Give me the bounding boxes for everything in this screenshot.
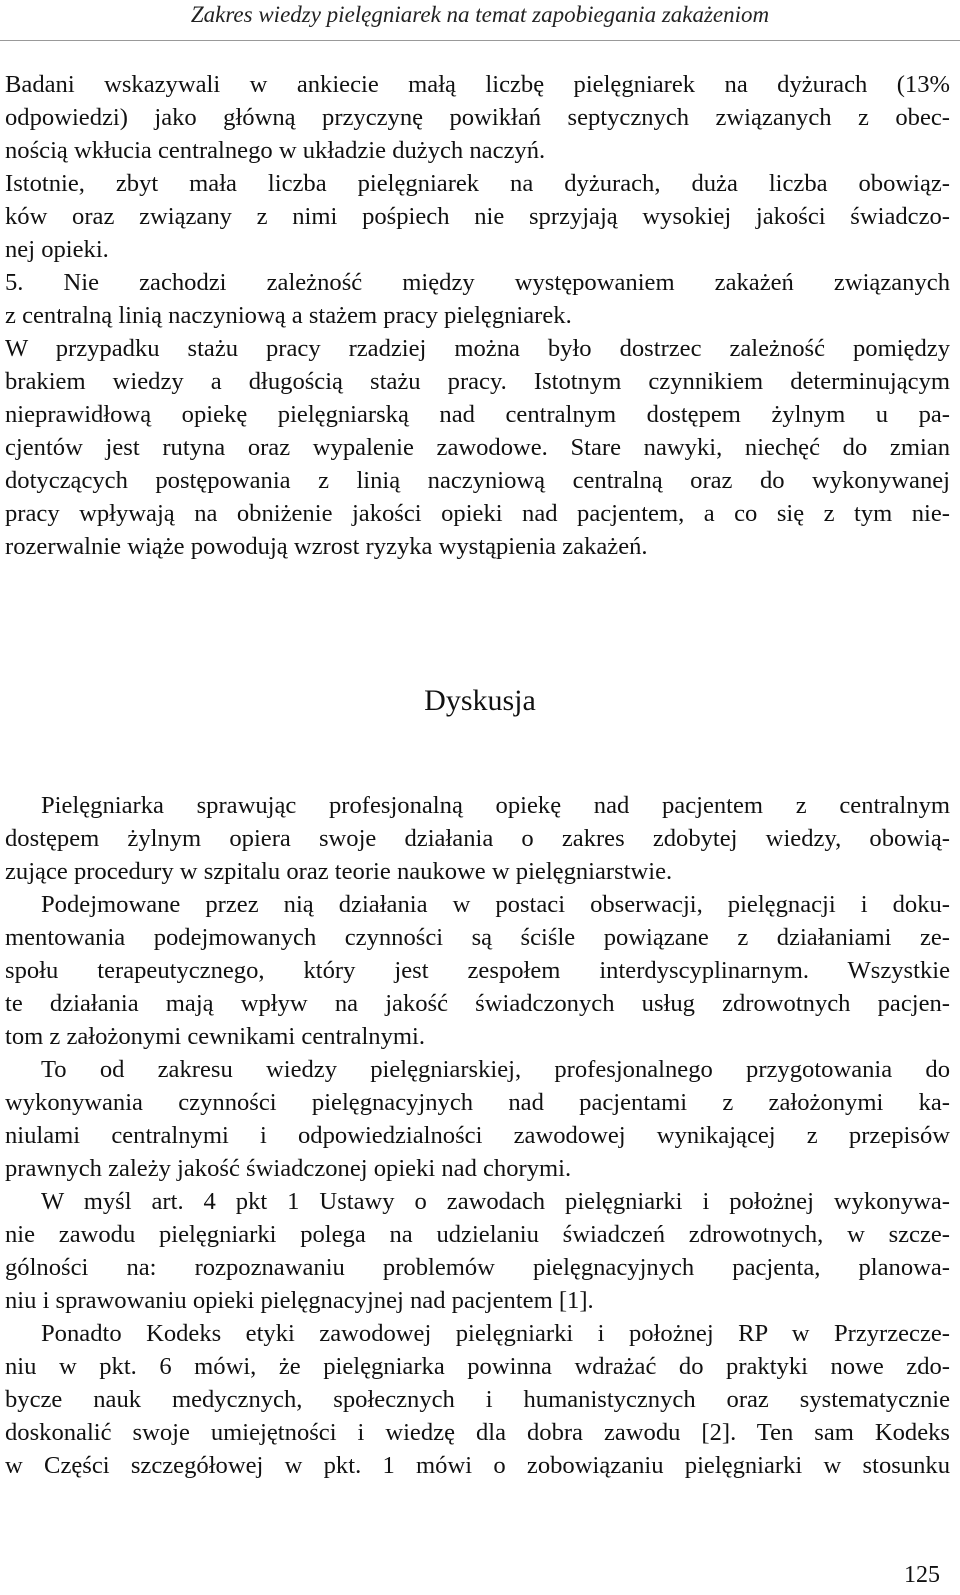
text-line: Badani wskazywali w ankiecie małą liczbę pielęgniarek na dyżurach (13% [5, 71, 950, 98]
text-line: nej opieki. [5, 236, 109, 263]
paragraph [5, 888, 950, 1053]
text-line: To od zakresu wiedzy pielęgniarskiej, profesjonalnego przygotowania do [41, 1056, 950, 1083]
text-line: bycze nauk medycznych, społecznych i humanistycznych oraz systematycznie [5, 1386, 950, 1413]
text-line: W przypadku stażu pracy rzadziej można było dostrzec zależność pomiędzy [5, 335, 950, 362]
text-line: pracy wpływają na obniżenie jakości opieki nad pacjentem, a co się z tym nie- [5, 500, 950, 527]
text-line: zujące procedury w szpitalu oraz teorie naukowe w pielęgniarstwie. [5, 858, 673, 885]
text-line: odpowiedzi) jako główną przyczynę powikłań septycznych związanych z obec- [5, 104, 950, 131]
text-line: tom z założonymi cewnikami centralnymi. [5, 1023, 426, 1050]
text-line: doskonalić swoje umiejętności i wiedzę dla dobra zawodu [2]. Ten sam Kodeks [5, 1419, 950, 1446]
page-number: 125 [904, 1562, 940, 1588]
text-line: rozerwalnie wiąże powodują wzrost ryzyka wystąpienia zakażeń. [5, 533, 648, 560]
text-line: Istotnie, zbyt mała liczba pielęgniarek na dyżurach, duża liczba obowiąz- [5, 170, 950, 197]
paragraph [5, 68, 950, 167]
text-line: niu w pkt. 6 mówi, że pielęgniarka powinna wdrażać do praktyki nowe zdo- [5, 1353, 950, 1380]
running-header: Zakres wiedzy pielęgniarek na temat zapobiegania zakażeniom [190, 2, 770, 27]
results-text-block [5, 68, 950, 563]
section-heading: Dyskusja [424, 684, 536, 717]
text-line: cjentów jest rutyna oraz wypalenie zawodowe. Stare nawyki, niechęć do zmian [5, 434, 950, 461]
text-line: w Części szczegółowej w pkt. 1 mówi o zobowiązaniu pielęgniarki w stosunku [5, 1452, 950, 1479]
text-line: prawnych zależy jakość świadczonej opieki nad chorymi. [5, 1155, 572, 1182]
text-line: dostępem żylnym opiera swoje działania o zakres zdobytej wiedzy, obowią- [5, 825, 950, 852]
text-line: mentowania podejmowanych czynności są ściśle powiązane z działaniami ze- [5, 924, 950, 951]
text-line: niulami centralnymi i odpowiedzialności zawodowej wynikającej z przepisów [5, 1122, 950, 1149]
paragraph [5, 332, 950, 563]
text-line: W myśl art. 4 pkt 1 Ustawy o zawodach pielęgniarki i położnej wykonywa- [41, 1188, 950, 1215]
paragraph [5, 789, 950, 888]
text-line: gólności na: rozpoznawaniu problemów pielęgnacyjnych pacjenta, planowa- [5, 1254, 950, 1281]
text-line: Podejmowane przez nią działania w postaci obserwacji, pielęgnacji i doku- [41, 891, 950, 918]
text-line: Pielęgniarka sprawując profesjonalną opiekę nad pacjentem z centralnym [41, 792, 950, 819]
paragraph [5, 266, 950, 332]
text-line: brakiem wiedzy a długością stażu pracy. Istotnym czynnikiem determinującym [5, 368, 950, 395]
text-line: nością wkłucia centralnego w układzie dużych naczyń. [5, 137, 546, 164]
text-line: 5. Nie zachodzi zależność między występowaniem zakażeń związanych [5, 269, 950, 296]
text-line: dotyczących postępowania z linią naczyniową centralną oraz do wykonywanej [5, 467, 950, 494]
paragraph [5, 1317, 950, 1482]
paragraph [5, 1053, 950, 1185]
header-divider [0, 40, 960, 41]
text-line: Ponadto Kodeks etyki zawodowej pielęgniarki i położnej RP w Przyrzecze- [41, 1320, 950, 1347]
paragraph [5, 167, 950, 266]
paragraph [5, 1185, 950, 1317]
text-line: wykonywania czynności pielęgnacyjnych nad pacjentami z założonymi ka- [5, 1089, 950, 1116]
text-line: nieprawidłową opiekę pielęgniarską nad centralnym dostępem żylnym u pa- [5, 401, 950, 428]
text-line: z centralną linią naczyniową a stażem pracy pielęgniarek. [5, 302, 572, 329]
text-line: niu i sprawowaniu opieki pielęgnacyjnej nad pacjentem [1]. [5, 1287, 594, 1314]
text-line: nie zawodu pielęgniarki polega na udzielaniu świadczeń zdrowotnych, w szcze- [5, 1221, 950, 1248]
text-line: te działania mają wpływ na jakość świadczonych usług zdrowotnych pacjen- [5, 990, 950, 1017]
text-line: społu terapeutycznego, który jest zespołem interdyscyplinarnym. Wszystkie [5, 957, 950, 984]
text-line: ków oraz związany z nimi pośpiech nie sprzyjają wysokiej jakości świadczo- [5, 203, 950, 230]
discussion-text-block [5, 789, 950, 1482]
